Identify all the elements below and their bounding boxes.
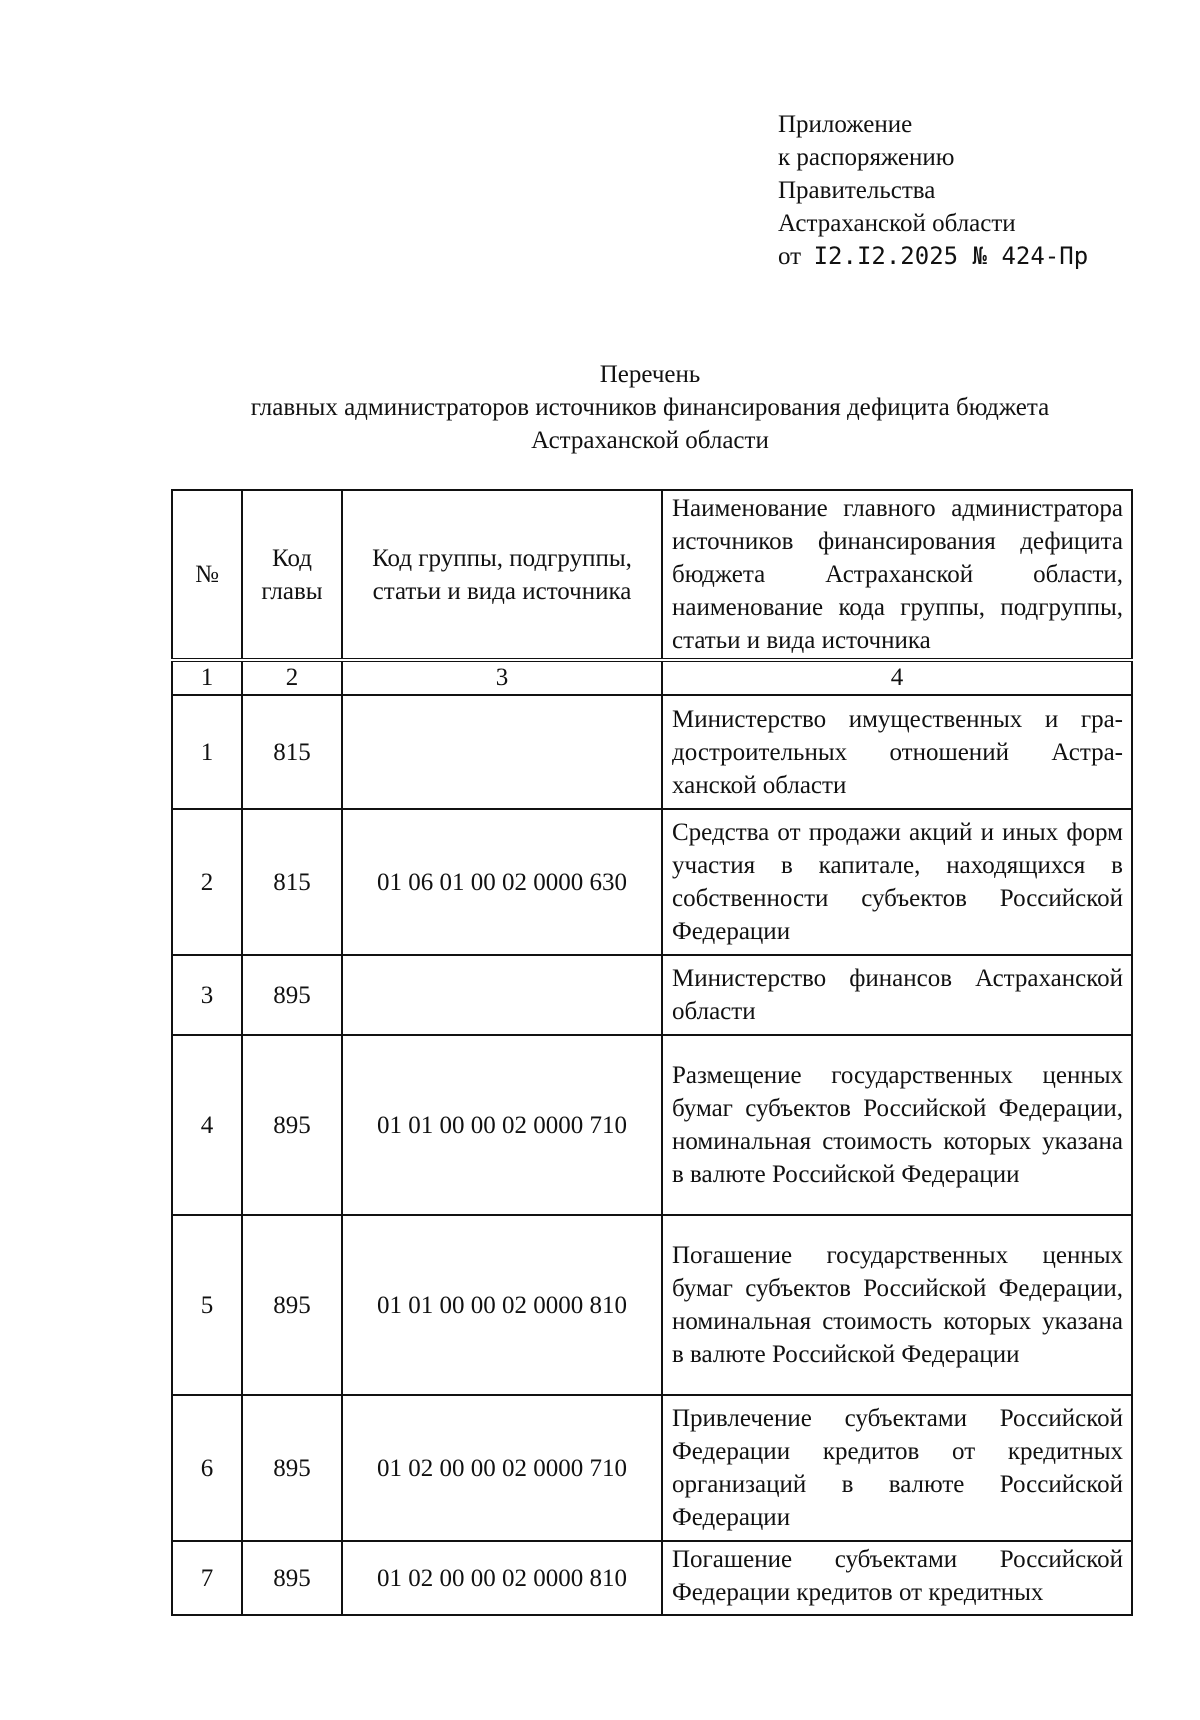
row-number: 3 (172, 955, 242, 1035)
row-source-code (342, 695, 662, 809)
table-header-row (172, 490, 1132, 660)
column-number: 2 (242, 660, 342, 695)
table-row (172, 1035, 1132, 1215)
row-chapter-code: 895 (242, 1395, 342, 1541)
row-name: Погашение субъектами Российской Федерации кредитов от кредитных (662, 1541, 1132, 1615)
row-name: Министерство имущественных и градостроительных отношений Астраханской области (662, 695, 1132, 809)
table-row (172, 1541, 1132, 1615)
column-number: 3 (342, 660, 662, 695)
header-name: Наименование главного администратора источников финансирования дефицита бюджета Астраханской области, наименование кода группы, подгруппы, статьи и вида источника (662, 490, 1132, 660)
row-source-code: 01 06 01 00 02 0000 630 (342, 809, 662, 955)
row-number: 5 (172, 1215, 242, 1395)
appendix-line-3: Правительства (778, 177, 936, 204)
row-chapter-code: 815 (242, 695, 342, 809)
row-chapter-code: 895 (242, 1035, 342, 1215)
appendix-line-1: Приложение (778, 111, 913, 138)
row-source-code (342, 955, 662, 1035)
row-chapter-code: 895 (242, 1215, 342, 1395)
heading-line-3: Астраханской области (531, 427, 769, 454)
column-number: 4 (662, 660, 1132, 695)
table-row (172, 695, 1132, 809)
heading-line-2: главных администраторов источников финансирования дефицита бюджета (250, 394, 1050, 421)
row-name: Министерство финансов Астраханской области (662, 955, 1132, 1035)
table-row (172, 809, 1132, 955)
appendix-line-4: Астраханской области (778, 210, 1016, 237)
column-number-row (172, 660, 1132, 695)
appendix-date-line (778, 240, 1088, 273)
row-chapter-code: 815 (242, 809, 342, 955)
row-number: 6 (172, 1395, 242, 1541)
row-chapter-code: 895 (242, 1541, 342, 1615)
appendix-line-2: к распоряжению (778, 144, 955, 171)
row-source-code: 01 01 00 00 02 0000 810 (342, 1215, 662, 1395)
column-number: 1 (172, 660, 242, 695)
row-number: 7 (172, 1541, 242, 1615)
appendix-block (778, 108, 1088, 273)
table-row (172, 1395, 1132, 1541)
header-chapter-code: Код главы (242, 490, 342, 660)
header-number: № (172, 490, 242, 660)
row-name: Размещение государственных ценных бумаг субъектов Российской Федерации, номинальная стоимость которых указана в валюте Российской Федерации (662, 1035, 1132, 1215)
row-name: Погашение государственных ценных бумаг субъектов Российской Федерации, номинальная стоимость которых указана в валюте Российской Федерации (662, 1215, 1132, 1395)
row-chapter-code: 895 (242, 955, 342, 1035)
document-heading (150, 358, 1150, 457)
header-source-code: Код группы, подгруппы, статьи и вида источника (342, 490, 662, 660)
date-stamp: I2.I2.2025 № 424-Пр (813, 242, 1089, 270)
row-name: Привлечение субъектами Российской Федерации кредитов от кредитных организаций в валюте Российской Федерации (662, 1395, 1132, 1541)
table-row (172, 955, 1132, 1035)
heading-line-1: Перечень (599, 361, 701, 388)
row-name: Средства от продажи акций и иных форм участия в капитале, находящихся в собственности субъектов Российской Федерации (662, 809, 1132, 955)
administrators-table (171, 489, 1133, 1616)
row-number: 2 (172, 809, 242, 955)
row-source-code: 01 01 00 00 02 0000 710 (342, 1035, 662, 1215)
table-row (172, 1215, 1132, 1395)
date-prefix: от (778, 243, 802, 270)
row-source-code: 01 02 00 00 02 0000 710 (342, 1395, 662, 1541)
row-number: 4 (172, 1035, 242, 1215)
row-source-code: 01 02 00 00 02 0000 810 (342, 1541, 662, 1615)
row-number: 1 (172, 695, 242, 809)
